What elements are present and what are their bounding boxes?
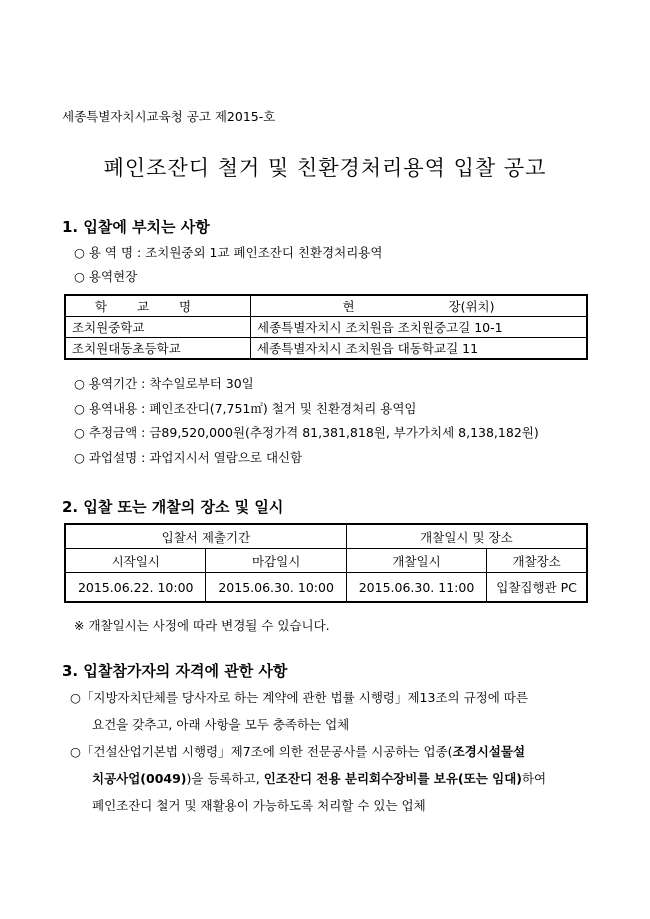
notice-number: 세종특별자치시교육청 공고 제2015-호 — [62, 109, 276, 124]
col-school-header: 학교명 — [65, 295, 251, 317]
school-cell: 조치원대동초등학교 — [65, 338, 251, 360]
col-location-header: 현 장(위치) — [251, 295, 588, 317]
qualification-item2-line3: 폐인조잔디 철거 및 재활용이 가능하도록 처리할 수 있는 업체 — [92, 798, 426, 813]
item2-line1-bold: 조경시설물설 — [452, 744, 526, 759]
site-table-header — [65, 295, 587, 317]
site-table — [64, 294, 588, 360]
explain-line: ○ 과업설명 : 과업지시서 열람으로 대신함 — [74, 450, 303, 465]
end-value: 2015.06.30. 10:00 — [206, 573, 346, 603]
open-place-value: 입찰집행관 PC — [487, 573, 587, 603]
page-title: 폐인조잔디 철거 및 친환경처리용역 입찰 공고 — [103, 156, 547, 180]
bid-period-header: 입찰서 제출기간 — [65, 524, 346, 549]
period-line: ○ 용역기간 : 착수일로부터 30일 — [74, 376, 254, 391]
open-time-value: 2015.06.30. 11:00 — [346, 573, 486, 603]
location-cell: 세종특별자치시 조치원읍 대동학교길 11 — [251, 338, 588, 360]
opening-header: 개찰일시 및 장소 — [346, 524, 587, 549]
item2-line1-text: ○「건설산업기본법 시행령」제7조에 의한 전문공사를 시공하는 업종( — [70, 744, 453, 759]
end-header: 마감일시 — [206, 549, 346, 573]
section2-heading: 2. 입찰 또는 개찰의 장소 및 일시 — [62, 498, 284, 516]
price-line: ○ 추정금액 : 금89,520,000원(추정가격 81,381,818원, 부가가치세 8,138,182원) — [74, 425, 539, 440]
open-time-header: 개찰일시 — [346, 549, 486, 573]
school-cell: 조치원중학교 — [65, 317, 251, 338]
schedule-note: ※ 개찰일시는 사정에 따라 변경될 수 있습니다. — [74, 618, 330, 633]
item2-line2-bold1: 치공사업(0049) — [92, 771, 187, 786]
table-row — [65, 524, 587, 549]
location-cell: 세종특별자치시 조치원읍 조치원중고길 10-1 — [251, 317, 588, 338]
qualification-item1-line2: 요건을 갖추고, 아래 사항을 모두 충족하는 업체 — [92, 717, 350, 732]
section1-heading: 1. 입찰에 부치는 사항 — [62, 218, 210, 236]
open-place-header: 개찰장소 — [487, 549, 587, 573]
schedule-table — [64, 523, 588, 603]
content-line: ○ 용역내용 : 폐인조잔디(7,751㎡) 철거 및 친환경처리 용역임 — [74, 401, 417, 416]
qualification-item2-line1 — [70, 738, 590, 765]
item2-line2-text2: 하여 — [521, 771, 547, 786]
qualification-item2-line2 — [70, 765, 590, 792]
table-row — [65, 317, 587, 338]
section3-heading: 3. 입찰참가자의 자격에 관한 사항 — [62, 662, 288, 680]
start-value: 2015.06.22. 10:00 — [65, 573, 206, 603]
table-row — [65, 573, 587, 603]
site-label-line: ○ 용역현장 — [74, 269, 138, 284]
qualification-item1-line1: ○「지방자치단체를 당사자로 하는 계약에 관한 법률 시행령」제13조의 규정에 따른 — [70, 690, 528, 705]
qualification-list — [70, 684, 590, 819]
start-header: 시작일시 — [65, 549, 206, 573]
item2-line2-bold2: 인조잔디 전용 분리회수장비를 보유(또는 임대) — [263, 771, 522, 786]
service-name-line: ○ 용 역 명 : 조치원중외 1교 폐인조잔디 친환경처리용역 — [74, 245, 383, 260]
table-row — [65, 338, 587, 360]
table-row — [65, 549, 587, 573]
item2-line2-text1: )을 등록하고, — [186, 771, 264, 786]
